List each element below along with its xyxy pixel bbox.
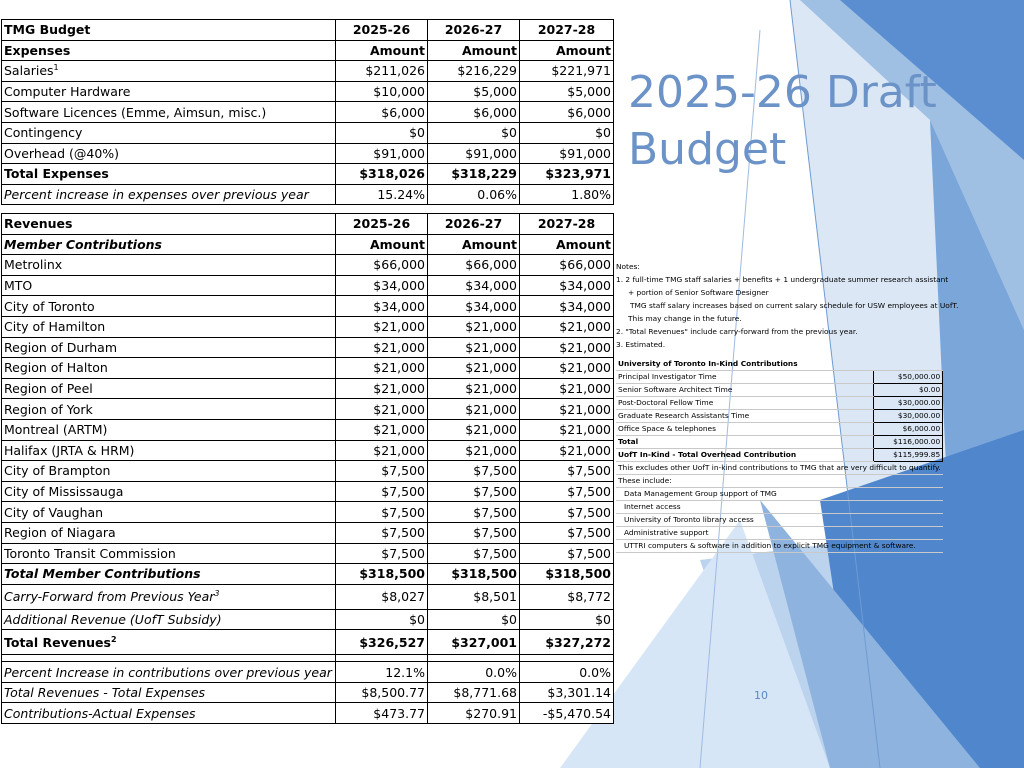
table-row	[2, 419, 614, 440]
summary-rows	[2, 662, 614, 724]
value-cell: $318,500	[428, 564, 520, 585]
row-label-cell: Computer Hardware	[2, 81, 336, 102]
note-line: 1. 2 full-time TMG staff salaries + benefits + 1 undergraduate summer research assistant	[616, 275, 949, 284]
value-cell: $34,000	[520, 296, 614, 317]
table-row	[2, 481, 614, 502]
value-cell: $7,500	[428, 502, 520, 523]
year-header-cell: 2027-28	[520, 20, 614, 41]
year-header-cell: 2026-27	[428, 20, 520, 41]
row-label-cell: Total Expenses	[2, 164, 336, 185]
amount-header-cell: Amount	[520, 234, 614, 255]
value-cell: 15.24%	[336, 184, 428, 205]
value-cell: $8,027	[336, 584, 428, 609]
inkind-contributions-table	[616, 358, 943, 553]
value-cell: $21,000	[336, 337, 428, 358]
footnote-marker: 3	[214, 589, 220, 599]
value-cell: $8,772	[520, 584, 614, 609]
slide-title-line-1: 2025-26 Draft	[628, 67, 937, 118]
note-line: 2. "Total Revenues" include carry-forward from the previous year.	[616, 327, 858, 336]
row-label-cell: Contingency	[2, 122, 336, 143]
row-label-cell: MTO	[2, 275, 336, 296]
value-cell: $7,500	[428, 543, 520, 564]
spacer-cell	[428, 655, 520, 662]
inkind-heading: University of Toronto In-Kind Contributions	[616, 358, 943, 371]
table-row	[2, 399, 614, 420]
slide-title-line-2: Budget	[628, 124, 787, 175]
table-row	[2, 440, 614, 461]
row-label-cell: Additional Revenue (UofT Subsidy)	[2, 609, 336, 630]
table-row	[2, 143, 614, 164]
value-cell: 12.1%	[336, 662, 428, 683]
row-label-cell: Percent increase in expenses over previous year	[2, 184, 336, 205]
value-cell: $34,000	[336, 296, 428, 317]
inkind-include-item: Administrative support	[616, 527, 943, 540]
inkind-value: $30,000.00	[873, 410, 942, 423]
inkind-row	[616, 397, 943, 410]
value-cell: $327,272	[520, 630, 614, 655]
value-cell: $91,000	[336, 143, 428, 164]
row-label-cell: Region of Niagara	[2, 522, 336, 543]
value-cell: $21,000	[336, 378, 428, 399]
amount-header-cell: Amount	[336, 40, 428, 61]
value-cell: $34,000	[428, 296, 520, 317]
member-contribution-rows	[2, 255, 614, 564]
slide-number: 10	[754, 689, 768, 702]
inkind-label: Post-Doctoral Fellow Time	[616, 397, 873, 410]
value-cell: $7,500	[336, 481, 428, 502]
value-cell: $318,229	[428, 164, 520, 185]
inkind-row	[616, 423, 943, 436]
spacer-cell	[336, 655, 428, 662]
row-label-cell: Overhead (@40%)	[2, 143, 336, 164]
inkind-note-row	[616, 462, 943, 475]
value-cell: $5,000	[428, 81, 520, 102]
value-cell: $21,000	[336, 419, 428, 440]
table-row	[2, 316, 614, 337]
row-label-cell: Total Member Contributions	[2, 564, 336, 585]
value-cell: $21,000	[520, 399, 614, 420]
value-cell: $7,500	[428, 481, 520, 502]
inkind-include-row	[616, 488, 943, 501]
inkind-include-row	[616, 514, 943, 527]
year-header-cell: 2025-26	[336, 214, 428, 235]
value-cell: $21,000	[336, 440, 428, 461]
value-cell: $6,000	[336, 102, 428, 123]
value-cell: $3,301.14	[520, 682, 614, 703]
value-cell: 0.06%	[428, 184, 520, 205]
value-cell: -$5,470.54	[520, 703, 614, 724]
inkind-include-row	[616, 540, 943, 553]
value-cell: $318,026	[336, 164, 428, 185]
value-cell: $0	[428, 122, 520, 143]
summary-row	[2, 662, 614, 683]
value-cell: $0	[336, 609, 428, 630]
inkind-value: $50,000.00	[873, 371, 942, 384]
row-label-cell: City of Vaughan	[2, 502, 336, 523]
value-cell: $21,000	[428, 419, 520, 440]
inkind-exclusion-note: This excludes other UofT in-kind contributions to TMG that are very difficult to quantify.	[616, 462, 943, 475]
value-cell: $326,527	[336, 630, 428, 655]
note-line: This may change in the future.	[628, 314, 742, 323]
value-cell: $21,000	[520, 440, 614, 461]
value-cell: $21,000	[520, 316, 614, 337]
spacer-cell	[2, 655, 336, 662]
footnote-marker: 2	[110, 634, 117, 644]
value-cell: $327,001	[428, 630, 520, 655]
value-cell: $34,000	[428, 275, 520, 296]
table-row	[2, 122, 614, 143]
value-cell: $0	[336, 122, 428, 143]
inkind-includes-heading: These include:	[616, 475, 943, 488]
value-cell: 0.0%	[520, 662, 614, 683]
value-cell: $0	[428, 609, 520, 630]
notes-heading: Notes:	[616, 262, 640, 271]
value-cell: $6,000	[520, 102, 614, 123]
value-cell: $66,000	[336, 255, 428, 276]
value-cell: $7,500	[520, 502, 614, 523]
row-label-cell: Percent Increase in contributions over previous year	[2, 662, 336, 683]
total-row	[2, 564, 614, 585]
inkind-includes-list	[616, 488, 943, 553]
inkind-include-item: University of Toronto library access	[616, 514, 943, 527]
table-row	[2, 378, 614, 399]
inkind-value: $116,000.00	[873, 436, 942, 449]
value-cell: $7,500	[336, 502, 428, 523]
inkind-value: $0.00	[873, 384, 942, 397]
value-cell: 1.80%	[520, 184, 614, 205]
row-label-cell: City of Brampton	[2, 461, 336, 482]
value-cell: $7,500	[336, 522, 428, 543]
value-cell: $6,000	[428, 102, 520, 123]
inkind-label: Total	[616, 436, 873, 449]
table-subheader-row	[2, 234, 614, 255]
note-line: 3. Estimated.	[616, 340, 666, 349]
value-cell: $8,771.68	[428, 682, 520, 703]
table-subheader-row	[2, 40, 614, 61]
summary-row	[2, 682, 614, 703]
value-cell: $7,500	[520, 481, 614, 502]
value-cell: $21,000	[336, 358, 428, 379]
total-revenues-row	[2, 630, 614, 655]
value-cell: $7,500	[520, 543, 614, 564]
revenues-table	[1, 213, 614, 724]
value-cell: $21,000	[520, 337, 614, 358]
table-row	[2, 296, 614, 317]
row-label-cell: City of Mississauga	[2, 481, 336, 502]
value-cell: $34,000	[336, 275, 428, 296]
notes-panel	[616, 260, 1016, 351]
table-row	[2, 81, 614, 102]
row-label: Salaries	[4, 63, 54, 79]
row-label-cell	[2, 584, 336, 609]
spacer-row	[2, 655, 614, 662]
row-label-cell	[2, 630, 336, 655]
table-title-cell: TMG Budget	[2, 20, 336, 41]
table-row	[2, 61, 614, 82]
value-cell: $7,500	[520, 461, 614, 482]
inkind-value: $6,000.00	[873, 423, 942, 436]
row-label-cell: Region of Peel	[2, 378, 336, 399]
value-cell: $21,000	[428, 378, 520, 399]
table-row	[2, 358, 614, 379]
inkind-row	[616, 410, 943, 423]
value-cell: $318,500	[336, 564, 428, 585]
value-cell: $8,501	[428, 584, 520, 609]
inkind-label: Office Space & telephones	[616, 423, 873, 436]
value-cell: $91,000	[428, 143, 520, 164]
value-cell: $7,500	[428, 461, 520, 482]
row-label-cell: Metrolinx	[2, 255, 336, 276]
section-label-cell: Member Contributions	[2, 234, 336, 255]
row-label-cell: Total Revenues - Total Expenses	[2, 682, 336, 703]
inkind-value: $30,000.00	[873, 397, 942, 410]
value-cell: $21,000	[520, 358, 614, 379]
footnote-marker: 1	[53, 63, 59, 73]
inkind-label: UofT In-Kind - Total Overhead Contribution	[616, 449, 873, 462]
value-cell: $21,000	[520, 419, 614, 440]
table-row	[2, 102, 614, 123]
table-row	[2, 502, 614, 523]
value-cell: $5,000	[520, 81, 614, 102]
row-label: Carry-Forward from Previous Year	[4, 589, 215, 605]
inkind-note-row	[616, 475, 943, 488]
expenses-table	[1, 19, 614, 205]
inkind-include-row	[616, 527, 943, 540]
value-cell: $21,000	[428, 358, 520, 379]
value-cell: $473.77	[336, 703, 428, 724]
inkind-label: Graduate Research Assistants Time	[616, 410, 873, 423]
summary-row	[2, 703, 614, 724]
carry-forward-row	[2, 584, 614, 609]
percent-row	[2, 184, 614, 205]
table-row	[2, 461, 614, 482]
section-label-cell: Expenses	[2, 40, 336, 61]
table-row	[2, 543, 614, 564]
value-cell: $21,000	[336, 399, 428, 420]
inkind-include-item: Data Management Group support of TMG	[616, 488, 943, 501]
row-label-cell: Montreal (ARTM)	[2, 419, 336, 440]
year-header-cell: 2027-28	[520, 214, 614, 235]
value-cell: $211,026	[336, 61, 428, 82]
inkind-include-item: UTTRI computers & software in addition to explicit TMG equipment & software.	[616, 540, 943, 553]
value-cell: $7,500	[520, 522, 614, 543]
value-cell: $318,500	[520, 564, 614, 585]
value-cell: 0.0%	[428, 662, 520, 683]
year-header-cell: 2025-26	[336, 20, 428, 41]
row-label-cell: Contributions-Actual Expenses	[2, 703, 336, 724]
value-cell: $0	[520, 609, 614, 630]
value-cell: $216,229	[428, 61, 520, 82]
amount-header-cell: Amount	[520, 40, 614, 61]
total-row	[2, 164, 614, 185]
value-cell: $8,500.77	[336, 682, 428, 703]
table-row	[2, 337, 614, 358]
row-label-cell: Toronto Transit Commission	[2, 543, 336, 564]
row-label-cell: Region of York	[2, 399, 336, 420]
row-label-cell: City of Hamilton	[2, 316, 336, 337]
value-cell: $7,500	[428, 522, 520, 543]
value-cell: $21,000	[428, 337, 520, 358]
value-cell: $7,500	[336, 461, 428, 482]
row-label: Total Revenues	[4, 634, 111, 650]
inkind-row	[616, 384, 943, 397]
row-label-cell: Software Licences (Emme, Aimsun, misc.)	[2, 102, 336, 123]
value-cell: $21,000	[336, 316, 428, 337]
amount-header-cell: Amount	[336, 234, 428, 255]
table-header-row	[2, 214, 614, 235]
value-cell: $10,000	[336, 81, 428, 102]
note-line: + portion of Senior Software Designer	[628, 288, 769, 297]
value-cell: $0	[520, 122, 614, 143]
table-row	[2, 522, 614, 543]
inkind-rows	[616, 371, 943, 436]
inkind-include-row	[616, 501, 943, 514]
inkind-total-row	[616, 436, 943, 449]
year-header-cell: 2026-27	[428, 214, 520, 235]
value-cell: $221,971	[520, 61, 614, 82]
inkind-label: Senior Software Architect Time	[616, 384, 873, 397]
row-label-cell: City of Toronto	[2, 296, 336, 317]
spacer-cell	[520, 655, 614, 662]
note-line: TMG staff salary increases based on current salary schedule for USW employees at UofT.	[630, 301, 959, 310]
amount-header-cell: Amount	[428, 234, 520, 255]
inkind-row	[616, 371, 943, 384]
row-label-cell: Halifax (JRTA & HRM)	[2, 440, 336, 461]
row-label-cell: Region of Halton	[2, 358, 336, 379]
value-cell: $270.91	[428, 703, 520, 724]
inkind-value: $115,999.85	[873, 449, 942, 462]
table-header-row	[2, 20, 614, 41]
additional-revenue-row	[2, 609, 614, 630]
value-cell: $7,500	[336, 543, 428, 564]
inkind-overhead-row	[616, 449, 943, 462]
row-label-cell	[2, 61, 336, 82]
value-cell: $66,000	[428, 255, 520, 276]
value-cell: $21,000	[520, 378, 614, 399]
value-cell: $34,000	[520, 275, 614, 296]
value-cell: $21,000	[428, 399, 520, 420]
amount-header-cell: Amount	[428, 40, 520, 61]
inkind-label: Principal Investigator Time	[616, 371, 873, 384]
inkind-heading-row	[616, 358, 943, 371]
value-cell: $66,000	[520, 255, 614, 276]
row-label-cell: Region of Durham	[2, 337, 336, 358]
table-row	[2, 255, 614, 276]
slide-title	[628, 64, 937, 178]
value-cell: $21,000	[428, 316, 520, 337]
value-cell: $21,000	[428, 440, 520, 461]
table-row	[2, 275, 614, 296]
value-cell: $323,971	[520, 164, 614, 185]
inkind-include-item: Internet access	[616, 501, 943, 514]
table-title-cell: Revenues	[2, 214, 336, 235]
value-cell: $91,000	[520, 143, 614, 164]
